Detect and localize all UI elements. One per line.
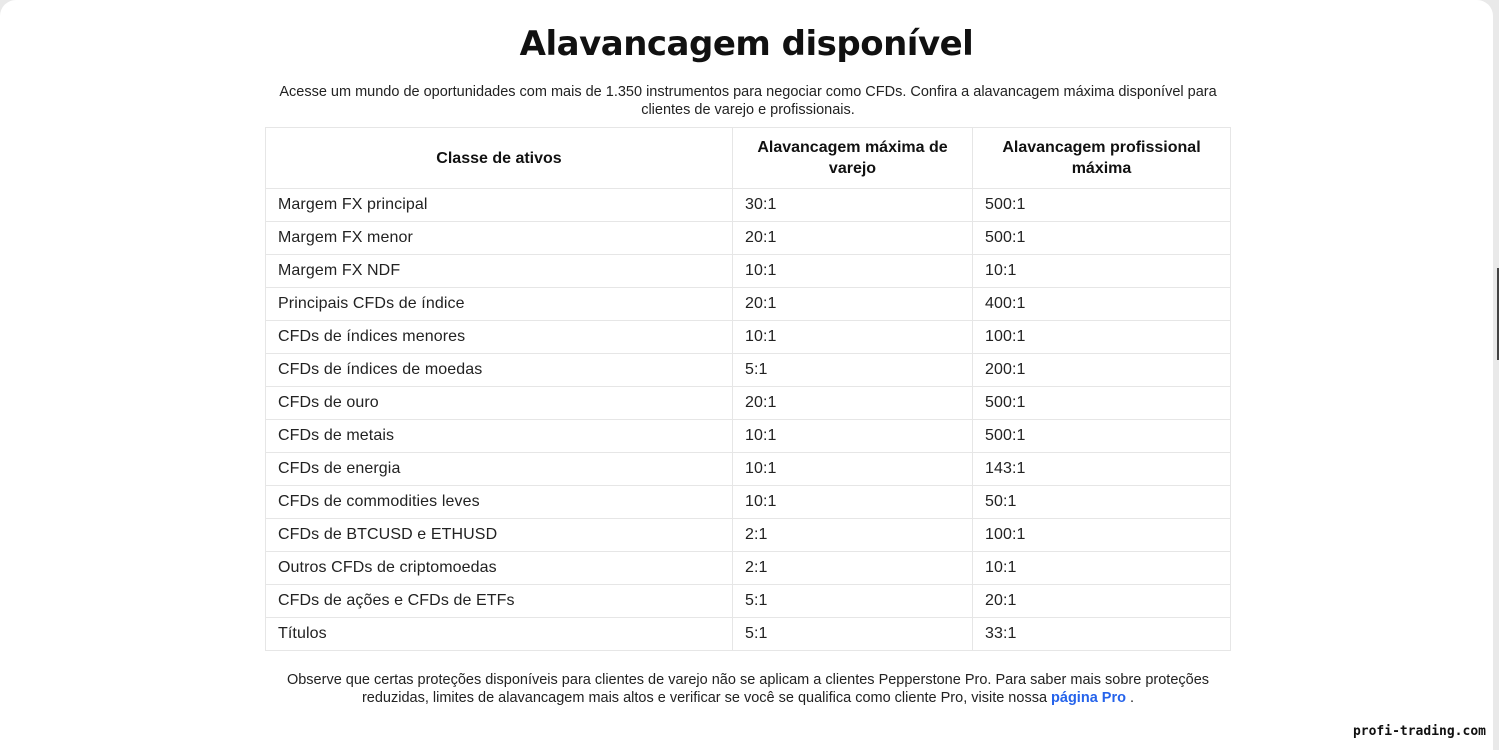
pro-leverage-cell: 100:1 [973, 519, 1231, 552]
table-row [266, 618, 1231, 651]
header-retail-leverage: Alavancagem máxima de varejo [733, 128, 973, 189]
table-body [266, 189, 1231, 651]
retail-leverage-cell: 10:1 [733, 420, 973, 453]
pro-leverage-cell: 500:1 [973, 420, 1231, 453]
table-row [266, 354, 1231, 387]
footnote [266, 671, 1230, 707]
header-asset-class: Classe de ativos [266, 128, 733, 189]
retail-leverage-cell: 5:1 [733, 585, 973, 618]
asset-class-cell: CFDs de metais [266, 420, 733, 453]
asset-class-cell: Margem FX NDF [266, 255, 733, 288]
asset-class-cell: Títulos [266, 618, 733, 651]
retail-leverage-cell: 10:1 [733, 453, 973, 486]
retail-leverage-cell: 10:1 [733, 321, 973, 354]
header-pro-leverage: Alavancagem profissional máxima [973, 128, 1231, 189]
asset-class-cell: CFDs de energia [266, 453, 733, 486]
retail-leverage-cell: 10:1 [733, 255, 973, 288]
asset-class-cell: CFDs de BTCUSD e ETHUSD [266, 519, 733, 552]
pro-leverage-cell: 500:1 [973, 387, 1231, 420]
retail-leverage-cell: 20:1 [733, 222, 973, 255]
pro-page-link[interactable]: página Pro [1051, 690, 1126, 706]
pro-leverage-cell: 10:1 [973, 255, 1231, 288]
intro-text: Acesse um mundo de oportunidades com mais de 1.350 instrumentos para negociar como CFDs. Confira a alavancagem máxima disponível para clientes de varejo e profissionais. [279, 84, 1217, 118]
table-header-row [266, 128, 1231, 189]
table-row [266, 552, 1231, 585]
table-row [266, 387, 1231, 420]
retail-leverage-cell: 5:1 [733, 618, 973, 651]
retail-leverage-cell: 5:1 [733, 354, 973, 387]
pro-leverage-cell: 200:1 [973, 354, 1231, 387]
asset-class-cell: CFDs de commodities leves [266, 486, 733, 519]
retail-leverage-cell: 2:1 [733, 519, 973, 552]
pro-leverage-cell: 20:1 [973, 585, 1231, 618]
table-row [266, 585, 1231, 618]
table-row [266, 222, 1231, 255]
asset-class-cell: CFDs de índices de moedas [266, 354, 733, 387]
asset-class-cell: Principais CFDs de índice [266, 288, 733, 321]
pro-leverage-cell: 33:1 [973, 618, 1231, 651]
retail-leverage-cell: 2:1 [733, 552, 973, 585]
retail-leverage-cell: 20:1 [733, 288, 973, 321]
asset-class-cell: Margem FX principal [266, 189, 733, 222]
table-row [266, 255, 1231, 288]
table-row [266, 189, 1231, 222]
table-row [266, 420, 1231, 453]
retail-leverage-cell: 10:1 [733, 486, 973, 519]
pro-leverage-cell: 400:1 [973, 288, 1231, 321]
table-row [266, 486, 1231, 519]
asset-class-cell: CFDs de índices menores [266, 321, 733, 354]
pro-leverage-cell: 143:1 [973, 453, 1231, 486]
retail-leverage-cell: 30:1 [733, 189, 973, 222]
table-row [266, 453, 1231, 486]
pro-leverage-cell: 100:1 [973, 321, 1231, 354]
footnote-suffix: . [1125, 690, 1135, 706]
asset-class-cell: Outros CFDs de criptomoedas [266, 552, 733, 585]
table-row [266, 288, 1231, 321]
watermark-text: profi-trading.com [1349, 723, 1490, 740]
leverage-table [265, 127, 1231, 651]
pro-leverage-cell: 500:1 [973, 222, 1231, 255]
footnote-text: Observe que certas proteções disponíveis para clientes de varejo não se aplicam a clientes Pepperstone Pro. Para saber mais sobre proteções reduzidas, limites de alavancagem mais altos e verificar se você se qualifica como cliente Pro, visite nossa [286, 672, 1210, 706]
asset-class-cell: Margem FX menor [266, 222, 733, 255]
retail-leverage-cell: 20:1 [733, 387, 973, 420]
pro-leverage-cell: 500:1 [973, 189, 1231, 222]
pro-leverage-cell: 50:1 [973, 486, 1231, 519]
pro-leverage-cell: 10:1 [973, 552, 1231, 585]
table-row [266, 519, 1231, 552]
asset-class-cell: CFDs de ações e CFDs de ETFs [266, 585, 733, 618]
asset-class-cell: CFDs de ouro [266, 387, 733, 420]
page-title: Alavancagem disponível [519, 24, 974, 64]
table-row [266, 321, 1231, 354]
